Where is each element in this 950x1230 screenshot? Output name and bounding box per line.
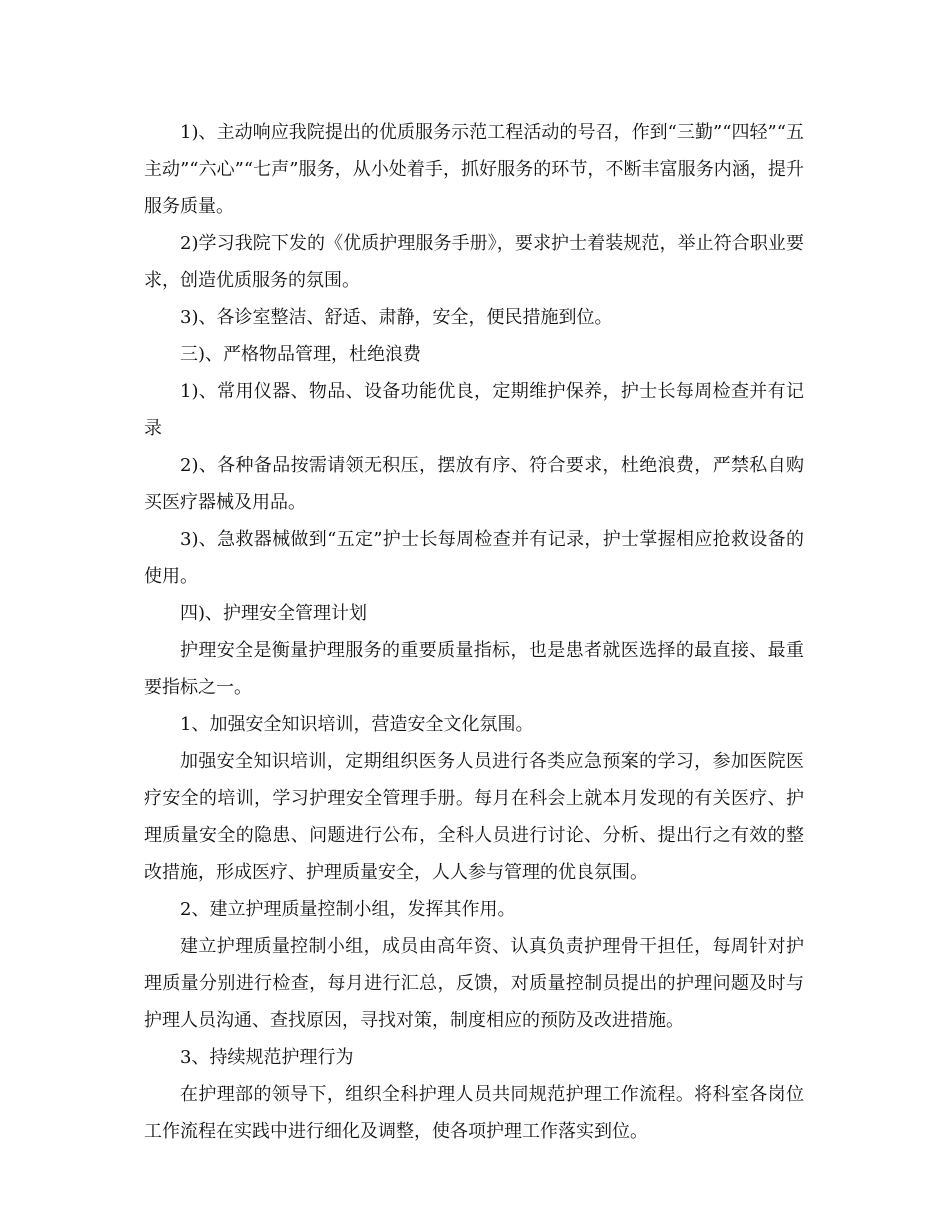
paragraph: 加强安全知识培训，定期组织医务人员进行各类应急预案的学习，参加医院医疗安全的培训，学习护理安全管理手册。每月在科会上就本月发现的有关医疗、护理质量安全的隐患、问题进行公布，全科人员进行讨论、分析、提出行之有效的整改措施，形成医疗、护理质量安全，人人参与管理的优良氛围。	[144, 751, 804, 883]
paragraph: 2)学习我院下发的《优质护理服务手册》，要求护士着装规范，举止符合职业要求，创造优质服务的氛围。	[144, 233, 804, 291]
section-heading: 三)、严格物品管理，杜绝浪费	[180, 344, 422, 365]
subsection-heading: 2、建立护理质量控制小组，发挥其作用。	[180, 899, 516, 920]
subsection-heading: 3、持续规范护理行为	[180, 1047, 354, 1068]
paragraph: 3)、急救器械做到“五定”护士长每周检查并有记录，护士掌握相应抢救设备的使用。	[144, 529, 804, 587]
paragraph: 2)、各种备品按需请领无积压，摆放有序、符合要求，杜绝浪费，严禁私自购买医疗器械及用品。	[144, 455, 804, 513]
paragraph: 在护理部的领导下，组织全科护理人员共同规范护理工作流程。将科室各岗位工作流程在实践中进行细化及调整，使各项护理工作落实到位。	[144, 1084, 804, 1142]
paragraph: 1)、主动响应我院提出的优质服务示范工程活动的号召，作到“三勤”“四轻”“五主动”“六心”“七声”服务，从小处着手，抓好服务的环节，不断丰富服务内涵，提升服务质量。	[144, 122, 804, 217]
paragraph: 1)、常用仪器、物品、设备功能优良，定期维护保养，护士长每周检查并有记录	[144, 381, 804, 439]
paragraph: 3)、各诊室整洁、舒适、肃静，安全，便民措施到位。	[180, 307, 613, 328]
paragraph: 建立护理质量控制小组，成员由高年资、认真负责护理骨干担任，每周针对护理质量分别进行检查，每月进行汇总，反馈，对质量控制员提出的护理问题及时与护理人员沟通、查找原因，寻找对策，制度相应的预防及改进措施。	[144, 936, 804, 1031]
paragraph: 护理安全是衡量护理服务的重要质量指标，也是患者就医选择的最直接、最重要指标之一。	[144, 640, 804, 698]
subsection-heading: 1、加强安全知识培训，营造安全文化氛围。	[180, 714, 534, 735]
section-heading: 四)、护理安全管理计划	[180, 603, 368, 624]
document-body	[144, 114, 804, 1150]
